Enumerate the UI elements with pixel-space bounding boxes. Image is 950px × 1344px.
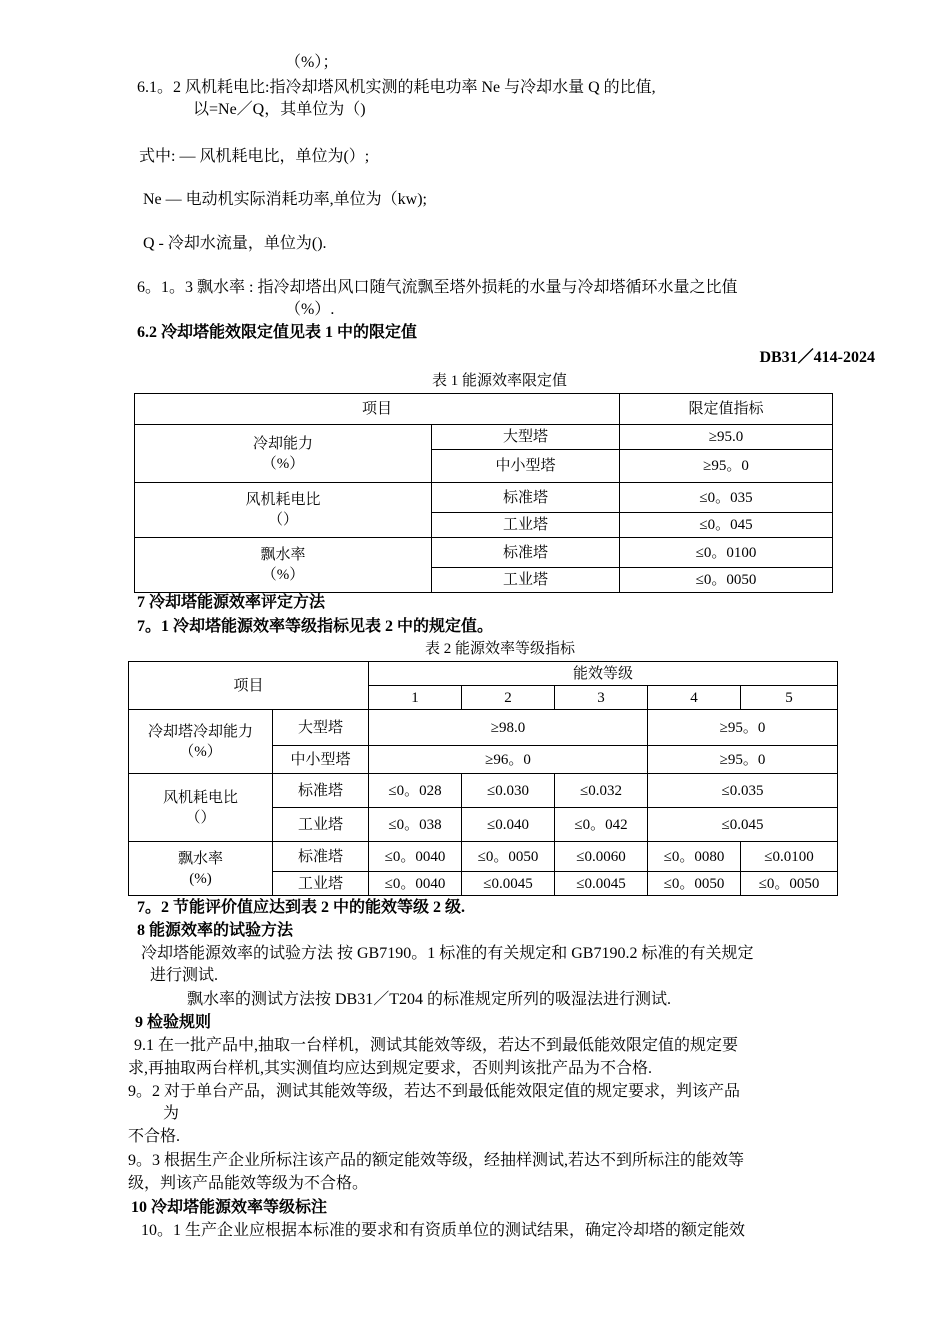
table2-cell: ≥95。0	[648, 746, 838, 774]
table2-cell: 标准塔	[273, 842, 369, 872]
table2-cell: ≤0.040	[462, 808, 555, 842]
table2-cell: 中小型塔	[273, 746, 369, 774]
table2-grade: 5	[741, 686, 838, 710]
table2-grade: 4	[648, 686, 741, 710]
table2-cell: ≤0。042	[555, 808, 648, 842]
table2-cell: 工业塔	[273, 872, 369, 896]
formula-note: Q - 冷却水流量，单位为().	[143, 235, 327, 252]
section-10: 10 冷却塔能源效率等级标注	[131, 1199, 328, 1216]
text-line: 级，判该产品能效等级为不合格。	[128, 1175, 369, 1192]
clause-6-1-3: 6。1。3 飘水率 : 指冷却塔出风口随气流飘至塔外损耗的水量与冷却塔循环水量之比值	[137, 279, 738, 296]
table2	[128, 661, 838, 896]
table1-cell: ≤0。0100	[620, 538, 833, 568]
table2-cell: ≤0。028	[369, 774, 462, 808]
clause-9-3: 9。3 根据生产企业所标注该产品的额定能效等级，经抽样测试,若达不到所标注的能效等	[128, 1152, 745, 1169]
table2-cell: ≥96。0	[369, 746, 648, 774]
table2-cell: ≤0。038	[369, 808, 462, 842]
table2-cell: 标准塔	[273, 774, 369, 808]
table2-grade: 3	[555, 686, 648, 710]
text-line: 以=Ne／Q，其单位为（)	[193, 101, 366, 118]
table1-header-limit: 限定值指标	[620, 394, 833, 425]
text-line: 进行测试.	[150, 967, 219, 984]
table2-cell: ≤0。0080	[648, 842, 741, 872]
table2-cell: ≤0.030	[462, 774, 555, 808]
text-line: 为	[163, 1105, 180, 1122]
table1-cell: 大型塔	[432, 425, 620, 450]
table2-cell: ≤0.0060	[555, 842, 648, 872]
clause-9-1: 9.1 在一批产品中,抽取一台样机，测试其能效等级，若达不到最低能效限定值的规定要	[134, 1037, 739, 1054]
text-line: 不合格.	[128, 1128, 181, 1145]
clause-6-1-2: 6.1。2 风机耗电比:指冷却塔风机实测的耗电功率 Ne 与冷却水量 Q 的比值,	[137, 79, 656, 96]
table1-cell: ≥95.0	[620, 425, 833, 450]
text-line: （%）；	[285, 54, 339, 71]
table1-cell: ≤0。045	[620, 513, 833, 538]
clause-7-1: 7。1 冷却塔能源效率等级指标见表 2 中的规定值。	[137, 618, 494, 635]
table2-grade: 2	[462, 686, 555, 710]
table1	[134, 393, 833, 593]
table1-cell: 工业塔	[432, 513, 620, 538]
clause-6-2: 6.2 冷却塔能效限定值见表 1 中的限定值	[137, 324, 418, 341]
table2-cell: ≤0。0040	[369, 872, 462, 896]
table2-grade: 1	[369, 686, 462, 710]
table2-caption: 表 2 能源效率等级指标	[425, 641, 576, 657]
clause-10-1: 10。1 生产企业应根据本标准的要求和有资质单位的测试结果，确定冷却塔的额定能效	[141, 1222, 746, 1239]
table2-cell: ≤0.0045	[555, 872, 648, 896]
clause-9-2: 9。2 对于单台产品，测试其能效等级，若达不到最低能效限定值的规定要求，判该产品	[128, 1083, 741, 1100]
table2-cell: ≤0.032	[555, 774, 648, 808]
table2-row-label: 冷却塔冷却能力 （%）	[129, 710, 273, 774]
table2-header-item: 项目	[129, 662, 369, 710]
table2-cell: ≥98.0	[369, 710, 648, 746]
table1-cell: 工业塔	[432, 568, 620, 593]
table1-header-item: 项目	[135, 394, 620, 425]
doc-code: DB31／414-2024	[759, 349, 875, 366]
section-7: 7 冷却塔能源效率评定方法	[137, 594, 326, 611]
table2-cell: 工业塔	[273, 808, 369, 842]
table2-cell: ≤0.0100	[741, 842, 838, 872]
table2-row-label: 风机耗电比 （）	[129, 774, 273, 842]
table1-row-label: 飘水率 （%）	[135, 538, 432, 593]
table2-header-grade: 能效等级	[369, 662, 838, 686]
table1-row-label: 风机耗电比 （）	[135, 483, 432, 538]
text-line: 求,再抽取两台样机,其实测值均应达到规定要求，否则判该批产品为不合格.	[128, 1060, 653, 1077]
table2-cell: ≤0。0050	[648, 872, 741, 896]
table2-cell: ≤0.0045	[462, 872, 555, 896]
table2-cell: ≤0。0050	[462, 842, 555, 872]
table1-cell: ≤0。035	[620, 483, 833, 513]
table2-row-label: 飘水率 (%)	[129, 842, 273, 896]
table1-row-label: 冷却能力 （%）	[135, 425, 432, 483]
table1-cell: ≥95。0	[620, 450, 833, 483]
formula-note: 式中: — 风机耗电比，单位为(）;	[139, 148, 370, 165]
table2-cell: 大型塔	[273, 710, 369, 746]
table2-cell: ≤0。0050	[741, 872, 838, 896]
table1-cell: ≤0。0050	[620, 568, 833, 593]
text-line: （%）.	[285, 301, 335, 318]
text-line: 飘水率的测试方法按 DB31／T204 的标准规定所列的吸湿法进行测试.	[187, 991, 672, 1008]
table1-cell: 标准塔	[432, 483, 620, 513]
section-9: 9 检验规则	[135, 1014, 212, 1031]
formula-note: Ne — 电动机实际消耗功率,单位为（kw);	[143, 191, 427, 208]
table1-cell: 标准塔	[432, 538, 620, 568]
table2-cell: ≤0.045	[648, 808, 838, 842]
table2-cell: ≥95。0	[648, 710, 838, 746]
clause-7-2: 7。2 节能评价值应达到表 2 中的能效等级 2 级.	[137, 899, 466, 916]
table1-cell: 中小型塔	[432, 450, 620, 483]
text-line: 冷却塔能源效率的试验方法 按 GB7190。1 标准的有关规定和 GB7190.2 标准的有关规定	[141, 945, 754, 962]
table2-cell: ≤0。0040	[369, 842, 462, 872]
table1-caption: 表 1 能源效率限定值	[432, 373, 568, 389]
section-8: 8 能源效率的试验方法	[137, 922, 294, 939]
table2-cell: ≤0.035	[648, 774, 838, 808]
